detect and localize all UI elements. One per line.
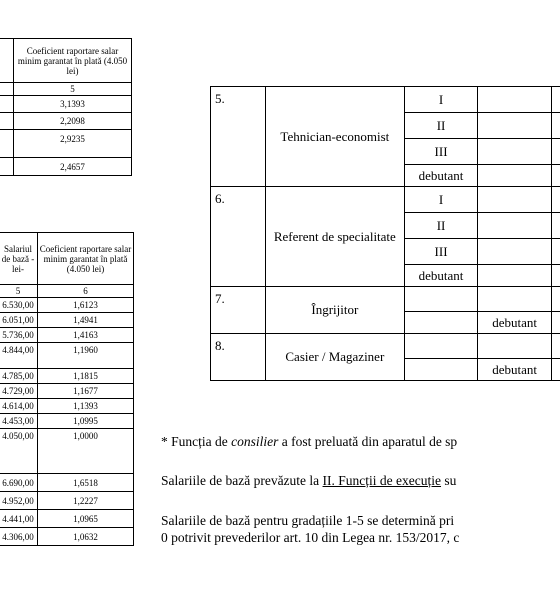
- empty-cell: [478, 165, 552, 187]
- coefficient-value: 1,0995: [38, 414, 134, 429]
- salary-value: 4.952,00: [0, 492, 38, 510]
- coefficient-value: 1,0632: [38, 528, 134, 546]
- empty-cell: [478, 187, 552, 213]
- empty-cell: [551, 139, 560, 165]
- grade-cell: I: [404, 87, 478, 113]
- coefficient-value: 1,0965: [38, 510, 134, 528]
- empty-cell: [551, 87, 560, 113]
- coefficient-header: Coeficient raportare salar minim garantat în plată (4.050 lei): [14, 39, 132, 83]
- salary-table: [0, 232, 134, 546]
- salary-value: 4.441,00: [0, 510, 38, 528]
- salary-value: 6.530,00: [0, 298, 38, 313]
- coefficient-value: 2,9235: [14, 130, 132, 158]
- salary-value: 5.736,00: [0, 328, 38, 343]
- paragraph-text: Salariile de bază prevăzute la: [161, 473, 323, 488]
- grade-cell: debutant: [478, 359, 552, 381]
- empty-cell: [551, 165, 560, 187]
- column-index: 6: [38, 285, 134, 298]
- empty-cell: [551, 113, 560, 139]
- row-number: 5.: [211, 87, 266, 187]
- grade-cell: debutant: [404, 265, 478, 287]
- empty-cell: [551, 287, 560, 312]
- empty-cell: [551, 265, 560, 287]
- grade-cell: III: [404, 239, 478, 265]
- coefficient-table-top: [0, 38, 132, 176]
- salary-value: 6.051,00: [0, 313, 38, 328]
- row-number: 8.: [211, 334, 266, 381]
- execution-functions-table: [210, 86, 560, 381]
- salary-value: 6.690,00: [0, 474, 38, 492]
- salary-value: 4.453,00: [0, 414, 38, 429]
- coefficient-value: 1,6123: [38, 298, 134, 313]
- salary-value: 4.050,00: [0, 429, 38, 474]
- salary-value: 4.729,00: [0, 384, 38, 399]
- grade-cell: II: [404, 113, 478, 139]
- paragraph-gradations-line1: Salariile de bază pentru gradațiile 1-5 se determină pri: [161, 513, 455, 528]
- empty-cell: [551, 359, 560, 381]
- column-index: 5: [14, 83, 132, 96]
- clipped-cell: [0, 130, 14, 158]
- coefficient-value: 1,4163: [38, 328, 134, 343]
- salary-header: Salariul de bază -lei-: [0, 233, 38, 285]
- grade-cell: III: [404, 139, 478, 165]
- coefficient-value: 2,4657: [14, 158, 132, 176]
- coefficient-value: 3,1393: [14, 96, 132, 113]
- function-name: Tehnician-economist: [265, 87, 404, 187]
- row-number: 7.: [211, 287, 266, 334]
- empty-cell: [478, 113, 552, 139]
- salary-value: 4.844,00: [0, 343, 38, 369]
- footnote-italic: consilier: [231, 434, 279, 449]
- column-index: 5: [0, 285, 38, 298]
- salary-value: 4.785,00: [0, 369, 38, 384]
- clipped-cell: [0, 113, 14, 130]
- coefficient-value: 1,1960: [38, 343, 134, 369]
- empty-cell: [478, 213, 552, 239]
- coefficient-value: 1,1393: [38, 399, 134, 414]
- grade-cell: II: [404, 213, 478, 239]
- empty-cell: [478, 87, 552, 113]
- coefficient-value: 1,0000: [38, 429, 134, 474]
- function-name: Referent de specialitate: [265, 187, 404, 287]
- empty-cell: [478, 139, 552, 165]
- grade-cell: debutant: [478, 312, 552, 334]
- section-reference: II. Funcții de execuție: [322, 473, 442, 488]
- coefficient-value: 1,1677: [38, 384, 134, 399]
- paragraph-gradations-line2: 0 potrivit prevederilor art. 10 din Legea nr. 153/2017, c: [161, 530, 460, 545]
- empty-cell: [478, 334, 552, 359]
- empty-cell: [404, 334, 478, 359]
- function-name: Îngrijitor: [265, 287, 404, 334]
- coefficient-value: 1,2227: [38, 492, 134, 510]
- coefficient-value: 1,1815: [38, 369, 134, 384]
- footnote-consilier: [161, 434, 457, 450]
- footnote-text: a fost preluată din aparatul de sp: [278, 434, 458, 449]
- empty-cell: [551, 239, 560, 265]
- coefficient-value: 2,2098: [14, 113, 132, 130]
- empty-cell: [404, 287, 478, 312]
- clipped-cell: [0, 83, 14, 96]
- coefficient-value: 1,4941: [38, 313, 134, 328]
- empty-cell: [478, 287, 552, 312]
- empty-cell: [404, 359, 478, 381]
- empty-cell: [551, 187, 560, 213]
- footnote-text: * Funcția de: [161, 434, 232, 449]
- empty-cell: [551, 334, 560, 359]
- empty-cell: [478, 265, 552, 287]
- empty-cell: [551, 312, 560, 334]
- empty-cell: [551, 213, 560, 239]
- row-number: 6.: [211, 187, 266, 287]
- salary-value: 4.306,00: [0, 528, 38, 546]
- paragraph-text: su: [441, 473, 457, 488]
- salary-value: 4.614,00: [0, 399, 38, 414]
- clipped-header-cell: [0, 39, 14, 83]
- coefficient-header: Coeficient raportare salar minim garantat în plată (4.050 lei): [38, 233, 134, 285]
- clipped-cell: [0, 158, 14, 176]
- empty-cell: [478, 239, 552, 265]
- paragraph-base-salaries: [161, 473, 456, 489]
- clipped-cell: [0, 96, 14, 113]
- coefficient-value: 1,6518: [38, 474, 134, 492]
- empty-cell: [404, 312, 478, 334]
- function-name: Casier / Magaziner: [265, 334, 404, 381]
- grade-cell: debutant: [404, 165, 478, 187]
- grade-cell: I: [404, 187, 478, 213]
